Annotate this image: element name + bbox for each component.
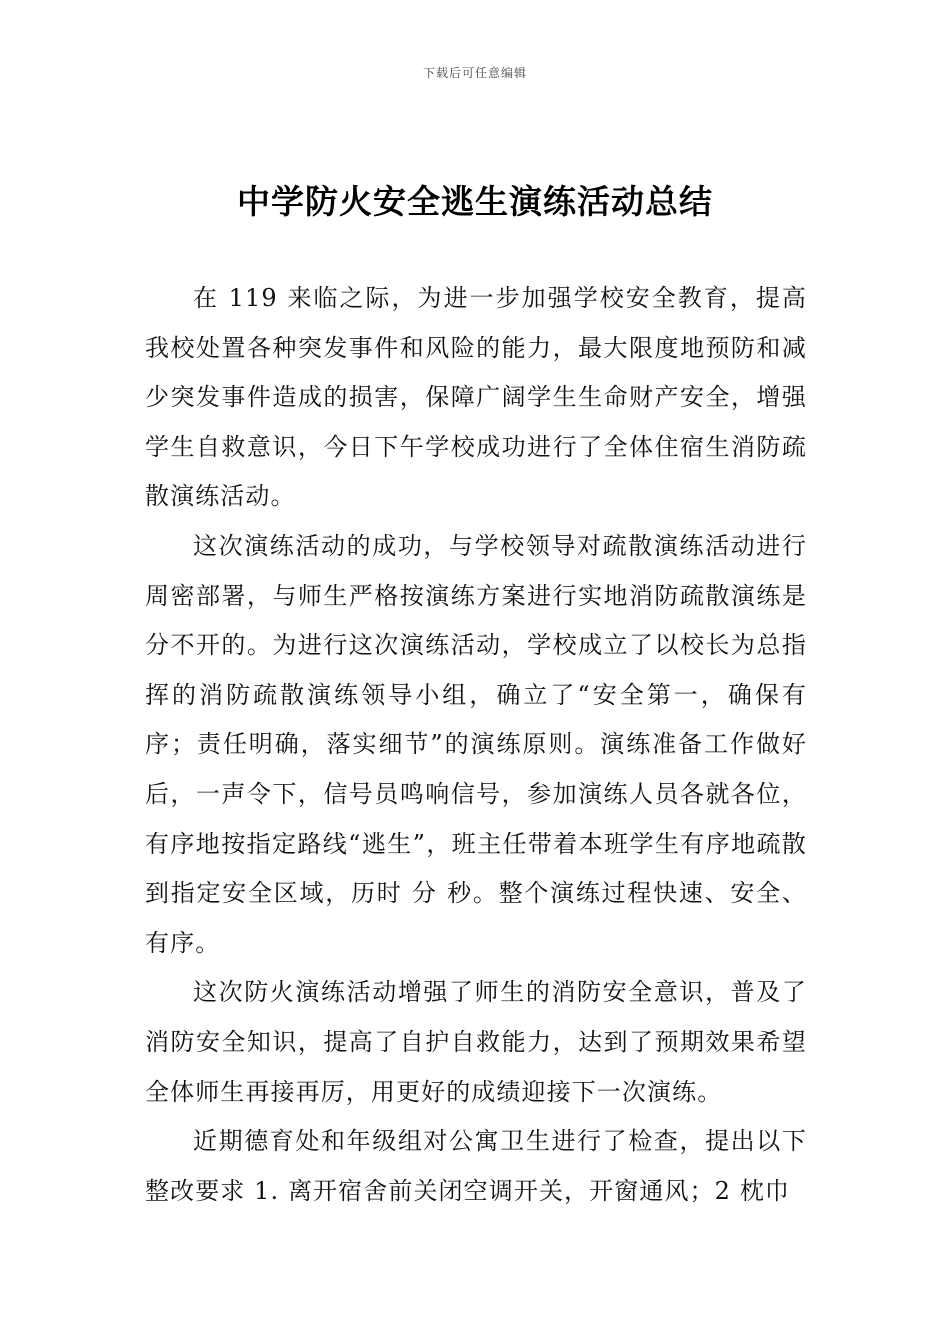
paragraph-results: 这次防火演练活动增强了师生的消防安全意识，普及了消防安全知识，提高了自护自救能力，达到了预期效果希望全体师生再接再厉，用更好的成绩迎接下一次演练。 — [145, 978, 807, 1106]
header-note: 下载后可任意编辑 — [422, 66, 527, 80]
paragraph-intro: 在 119 来临之际，为进一步加强学校安全教育，提高我校处置各种突发事件和风险的能力，最大限度地预防和减少突发事件造成的损害，保障广阔学生生命财产安全，增强学生自救意识，今日下午学校成功进行了全体住宿生消防疏散演练活动。 — [145, 284, 807, 511]
paragraph-process: 这次演练活动的成功，与学校领导对疏散演练活动进行周密部署，与师生严格按演练方案进行实地消防疏散演练是分不开的。为进行这次演练活动，学校成立了以校长为总指挥的消防疏散演练领导小组，确立了“安全第一，确保有序；责任明确，落实细节”的演练原则。演练准备工作做好后，一声令下，信号员鸣响信号，参加演练人员各就各位，有序地按指定路线“逃生”，班主任带着本班学生有序地疏散到指定安全区域，历时 分 秒。整个演练过程快速、安全、有序。 — [145, 531, 807, 957]
document-title: 中学防火安全逃生演练活动总结 — [237, 182, 713, 221]
document-body — [145, 274, 807, 1216]
paragraph-dorm-inspection: 近期德育处和年级组对公寓卫生进行了检查，提出以下整改要求 1. 离开宿舍前关闭空调开关，开窗通风；2 枕巾 — [145, 1127, 807, 1205]
